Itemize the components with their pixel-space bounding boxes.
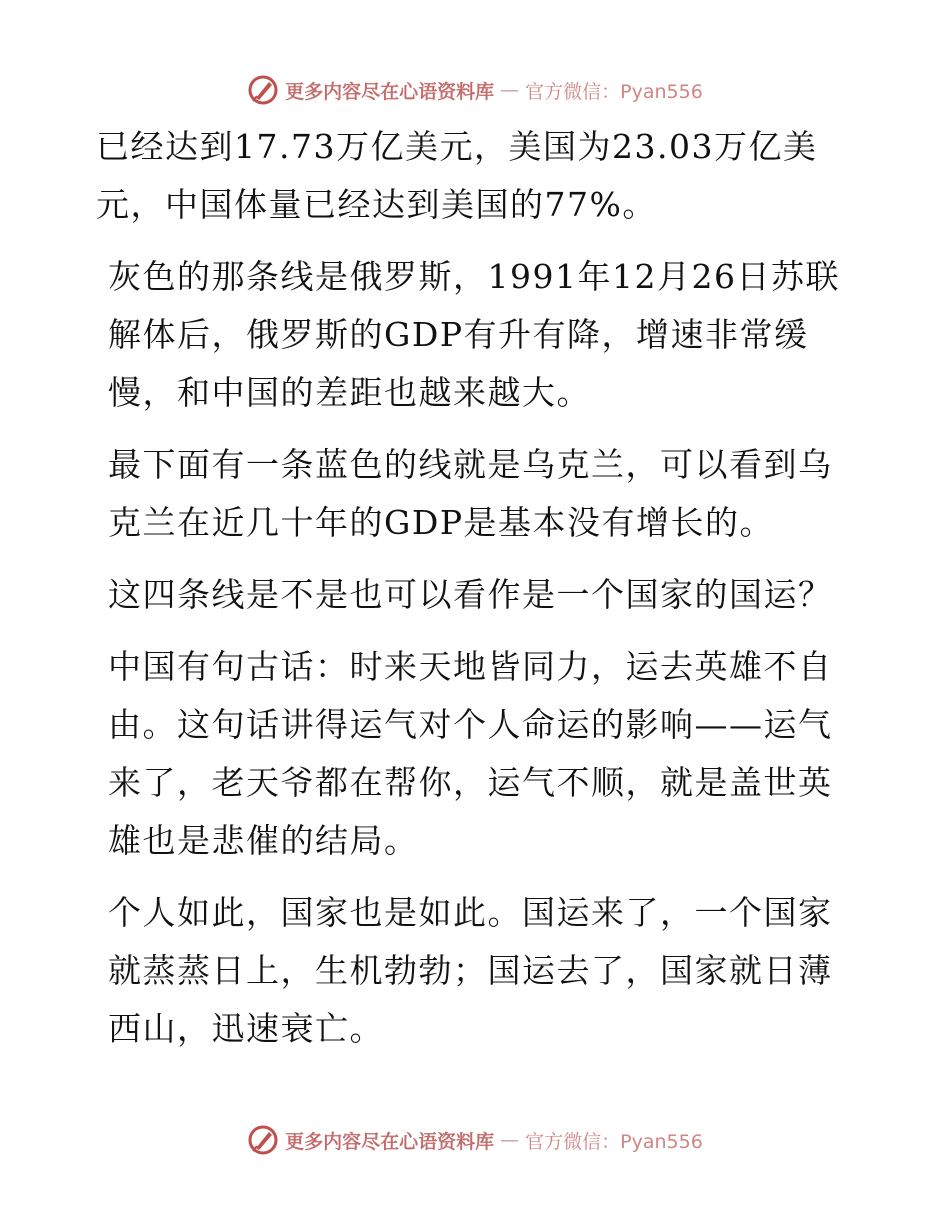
paragraph-2: 灰色的那条线是俄罗斯，1991年12月26日苏联解体后，俄罗斯的GDP有升有降，增速非常缓慢，和中国的差距也越来越大。 — [108, 257, 840, 412]
watermark-dash: — — [500, 1129, 520, 1151]
document-body — [96, 118, 856, 1072]
watermark-site-text: 更多内容尽在心语资料库 — [285, 80, 495, 103]
paragraph-1: 已经达到17.73万亿美元，美国为23.03万亿美元，中国体量已经达到美国的77%。 — [96, 127, 818, 224]
feather-pen-logo-icon — [247, 74, 279, 106]
watermark-wechat-text: 官方微信：Pyan556 — [525, 80, 703, 103]
footer-watermark — [0, 1120, 950, 1160]
watermark-wechat-text: 官方微信：Pyan556 — [525, 1130, 703, 1153]
paragraph-6: 个人如此，国家也是如此。国运来了，一个国家就蒸蒸日上，生机勃勃；国运去了，国家就日薄西山，迅速衰亡。 — [108, 893, 833, 1048]
header-watermark — [0, 70, 950, 110]
watermark-site-text: 更多内容尽在心语资料库 — [285, 1130, 495, 1153]
feather-pen-logo-icon — [247, 1124, 279, 1156]
paragraph-4: 这四条线是不是也可以看作是一个国家的国运？ — [108, 575, 833, 614]
watermark-dash: — — [500, 79, 520, 101]
paragraph-5: 中国有句古话：时来天地皆同力，运去英雄不自由。这句话讲得运气对个人命运的影响——运气来了，老天爷都在帮你，运气不顺，就是盖世英雄也是悲催的结局。 — [108, 647, 833, 860]
paragraph-3: 最下面有一条蓝色的线就是乌克兰，可以看到乌克兰在近几十年的GDP是基本没有增长的。 — [108, 445, 833, 542]
